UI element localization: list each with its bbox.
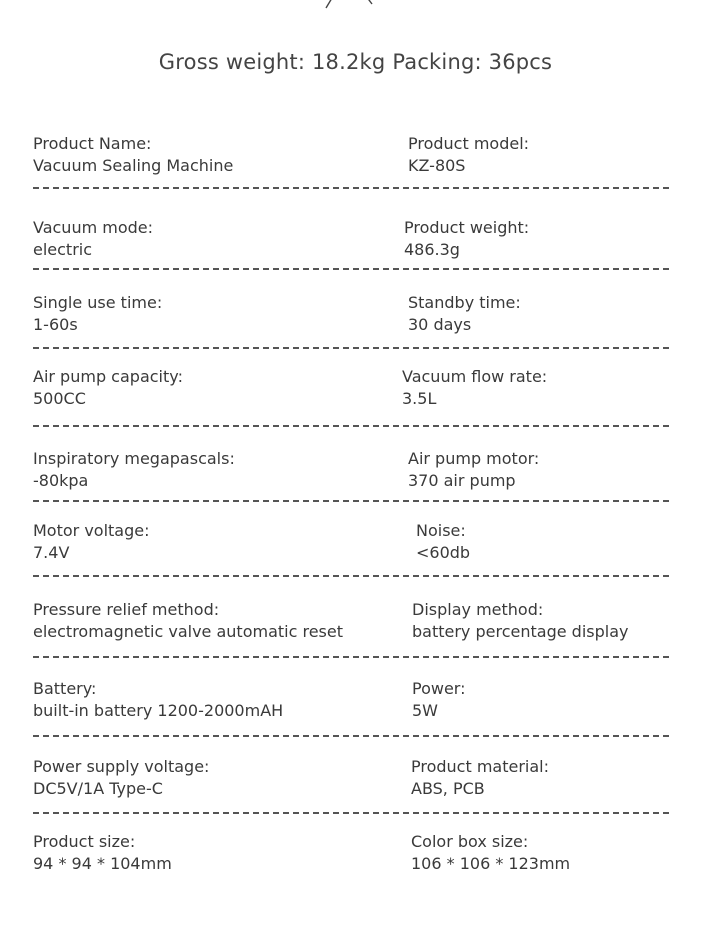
dashed-divider bbox=[33, 575, 669, 577]
spec-value: 500CC bbox=[33, 389, 86, 408]
spec-power bbox=[412, 678, 465, 722]
spec-label: Product material: bbox=[411, 757, 550, 776]
dashed-divider bbox=[33, 735, 669, 737]
spec-label: Display method: bbox=[412, 600, 544, 619]
spec-label: Noise: bbox=[416, 521, 466, 540]
spec-value: DC5V/1A Type-C bbox=[33, 779, 163, 798]
spec-color-box-size bbox=[411, 831, 570, 875]
spec-value: built-in battery 1200-2000mAH bbox=[33, 701, 284, 720]
spec-label: Product model: bbox=[408, 134, 530, 153]
spec-product-material bbox=[411, 756, 549, 800]
dashed-divider bbox=[33, 187, 669, 189]
spec-label: Inspiratory megapascals: bbox=[33, 449, 235, 468]
spec-label: Color box size: bbox=[411, 832, 529, 851]
spec-value: -80kpa bbox=[33, 471, 89, 490]
spec-value: 5W bbox=[412, 701, 438, 720]
spec-label: Vacuum flow rate: bbox=[402, 367, 548, 386]
spec-value: 30 days bbox=[408, 315, 472, 334]
spec-product-model bbox=[408, 133, 529, 177]
spec-value: 1-60s bbox=[33, 315, 78, 334]
spec-standby-time bbox=[408, 292, 521, 336]
spec-value: electromagnetic valve automatic reset bbox=[33, 622, 343, 641]
spec-product-name bbox=[33, 133, 233, 177]
spec-label: Standby time: bbox=[408, 293, 521, 312]
dashed-divider bbox=[33, 268, 669, 270]
spec-value: 3.5L bbox=[402, 389, 437, 408]
dashed-divider bbox=[33, 347, 669, 349]
spec-value: <60db bbox=[416, 543, 471, 562]
spec-value: ABS, PCB bbox=[411, 779, 485, 798]
spec-display-method bbox=[412, 599, 628, 643]
spec-vacuum-flow-rate bbox=[402, 366, 547, 410]
spec-value: 94 * 94 * 104mm bbox=[33, 854, 172, 873]
spec-value: 370 air pump bbox=[408, 471, 516, 490]
spec-label: Motor voltage: bbox=[33, 521, 150, 540]
dashed-divider bbox=[33, 812, 669, 814]
spec-power-supply-voltage bbox=[33, 756, 209, 800]
spec-label: Vacuum mode: bbox=[33, 218, 154, 237]
spec-value: 486.3g bbox=[404, 240, 460, 259]
spec-label: Air pump motor: bbox=[408, 449, 540, 468]
spec-value: 7.4V bbox=[33, 543, 70, 562]
dashed-divider bbox=[33, 656, 669, 658]
dashed-divider bbox=[33, 425, 669, 427]
spec-label: Product weight: bbox=[404, 218, 530, 237]
spec-label: Power: bbox=[412, 679, 466, 698]
spec-inspiratory-megapascals bbox=[33, 448, 235, 492]
spec-vacuum-mode bbox=[33, 217, 153, 261]
decorative-top-mark bbox=[318, 0, 378, 10]
spec-label: Air pump capacity: bbox=[33, 367, 183, 386]
spec-product-weight bbox=[404, 217, 529, 261]
spec-value: 106 * 106 * 123mm bbox=[411, 854, 571, 873]
spec-label: Single use time: bbox=[33, 293, 163, 312]
spec-label: Product size: bbox=[33, 832, 136, 851]
spec-single-use-time bbox=[33, 292, 162, 336]
dashed-divider bbox=[33, 500, 669, 502]
spec-value: battery percentage display bbox=[412, 622, 629, 641]
spec-label: Product Name: bbox=[33, 134, 152, 153]
spec-product-size bbox=[33, 831, 172, 875]
spec-value: KZ-80S bbox=[408, 156, 466, 175]
spec-noise bbox=[416, 520, 470, 564]
page-header: Gross weight: 18.2kg Packing: 36pcs bbox=[158, 50, 553, 74]
spec-pressure-relief-method bbox=[33, 599, 343, 643]
spec-air-pump-motor bbox=[408, 448, 539, 492]
spec-value: Vacuum Sealing Machine bbox=[33, 156, 234, 175]
spec-battery bbox=[33, 678, 283, 722]
spec-label: Pressure relief method: bbox=[33, 600, 220, 619]
spec-label: Battery: bbox=[33, 679, 97, 698]
spec-value: electric bbox=[33, 240, 93, 259]
spec-air-pump-capacity bbox=[33, 366, 183, 410]
spec-motor-voltage bbox=[33, 520, 150, 564]
spec-label: Power supply voltage: bbox=[33, 757, 210, 776]
